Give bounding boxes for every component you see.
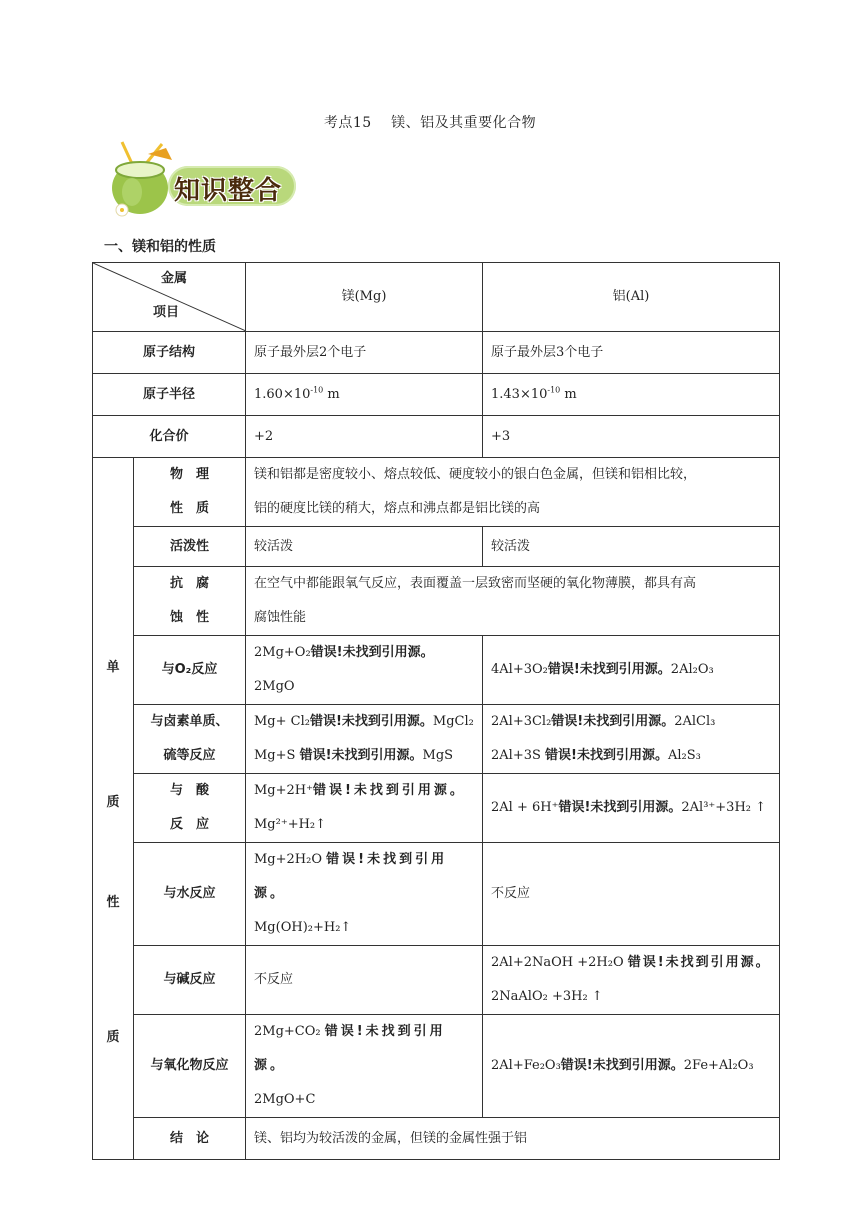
al-water-reaction: 不反应 [483, 843, 780, 946]
al-oxide-reaction [483, 1015, 780, 1118]
mg-radius-exp: -10 [310, 385, 324, 395]
equation-part: Mg+S [254, 748, 300, 763]
mg-atomic-structure: 原子最外层2个电子 [246, 332, 483, 374]
label-line: 与 酸 [169, 783, 209, 798]
table-row [93, 774, 780, 843]
text-line: 在空气中都能跟氧气反应，表面覆盖一层致密而坚硬的氧化物薄膜，都具有高 [254, 576, 697, 591]
mg-activity: 较活泼 [246, 527, 483, 567]
table-header-row [93, 263, 780, 332]
error-text: 错误!未找到引用源。 [309, 714, 433, 729]
corrosion-resistance [246, 567, 780, 636]
al-radius-base: 1.43×10 [491, 386, 548, 402]
equation-part: 2Al + 6H⁺ [491, 800, 559, 815]
group-char: 质 [106, 794, 120, 810]
al-alkali-reaction [483, 946, 780, 1015]
row-label-conclusion: 结 论 [134, 1118, 246, 1160]
mg-oxide-reaction [246, 1015, 483, 1118]
al-o2-reaction [483, 636, 780, 705]
mg-valence: +2 [246, 416, 483, 458]
equation-part: 2Al+2NaOH +2H₂O [491, 955, 628, 970]
equation-part: 2Al³⁺+3H₂ ↑ [681, 800, 767, 815]
col-header-al: 铝(Al) [483, 263, 780, 332]
al-atomic-radius [483, 374, 780, 416]
text-line: 镁和铝都是密度较小、熔点较低、硬度较小的银白色金属，但镁和铝相比较， [254, 467, 697, 482]
row-label-acid [134, 774, 246, 843]
col-header-mg: 镁(Mg) [246, 263, 483, 332]
error-text: 错误!未找到引用源。 [547, 662, 671, 677]
row-label-valence: 化合价 [93, 416, 246, 458]
group-char: 单 [106, 659, 120, 675]
table-row [93, 843, 780, 946]
equation-part: 2Al+3S [491, 748, 546, 763]
error-text: 错误!未找到引用源。 [299, 748, 423, 763]
table-row [93, 567, 780, 636]
properties-table [92, 262, 780, 1160]
table-row [93, 527, 780, 567]
label-line: 性 质 [169, 501, 209, 516]
equation-part: Al₂S₃ [667, 748, 701, 763]
error-text: 错误!未找到引用源。 [313, 783, 466, 798]
equation-part: 2Al₂O₃ [670, 662, 714, 677]
row-label-atomic-radius: 原子半径 [93, 374, 246, 416]
equation-part: 2AlCl₃ [674, 714, 716, 729]
row-label-activity: 活泼性 [134, 527, 246, 567]
equation-part: 2Mg+O₂ [254, 645, 311, 660]
row-label-alkali: 与碱反应 [134, 946, 246, 1015]
row-label-atomic-structure: 原子结构 [93, 332, 246, 374]
label-line: 硫等反应 [163, 748, 216, 763]
al-atomic-structure: 原子最外层3个电子 [483, 332, 780, 374]
mg-atomic-radius [246, 374, 483, 416]
table-row [93, 946, 780, 1015]
mg-water-reaction [246, 843, 483, 946]
error-text: 错误!未找到引用源。 [545, 748, 668, 763]
equation-part: 2MgO [254, 679, 295, 694]
equation-part: 2MgO+C [254, 1092, 316, 1107]
equation-part: Mg(OH)₂+H₂↑ [254, 920, 352, 935]
text-line: 腐蚀性能 [254, 610, 307, 625]
mg-radius-unit: m [323, 386, 340, 402]
row-label-halogen [134, 705, 246, 774]
equation-part: MgCl₂ [432, 714, 474, 729]
group-char: 性 [106, 894, 120, 910]
al-radius-exp: -10 [547, 385, 561, 395]
mg-radius-base: 1.60×10 [254, 386, 311, 402]
table-row [93, 1118, 780, 1160]
equation-part: MgS [422, 748, 454, 763]
mg-halogen-reaction [246, 705, 483, 774]
label-line: 与卤素单质、 [150, 714, 229, 729]
row-label-o2: 与O₂反应 [134, 636, 246, 705]
label-line: 物 理 [169, 467, 209, 482]
equation-part: 2Al+3Cl₂ [491, 714, 552, 729]
corner-top-label: 金属 [161, 271, 188, 286]
equation-part: 2Mg+CO₂ [254, 1024, 325, 1039]
al-activity: 较活泼 [483, 527, 780, 567]
error-text: 错误!未找到引用源。 [551, 714, 675, 729]
label-line: 抗 腐 [169, 576, 209, 591]
equation-part: Mg+2H₂O [254, 852, 327, 867]
error-text: 错误!未找到引用源。 [310, 645, 434, 660]
al-halogen-reaction [483, 705, 780, 774]
error-text: 错误!未找到引用源。 [254, 852, 448, 901]
equation-part: 4Al+3O₂ [491, 662, 548, 677]
physical-properties [246, 458, 780, 527]
table-row [93, 458, 780, 527]
al-acid-reaction [483, 774, 780, 843]
corner-bottom-label: 项目 [153, 305, 180, 320]
row-label-physical [134, 458, 246, 527]
equation-part: 2Al+Fe₂O₃ [491, 1058, 561, 1073]
label-line: 蚀 性 [169, 610, 209, 625]
table-row [93, 332, 780, 374]
conclusion-text: 镁、铝均为较活泼的金属，但镁的金属性强于铝 [246, 1118, 780, 1160]
table-row [93, 1015, 780, 1118]
error-text: 错误!未找到引用源。 [558, 800, 682, 815]
header-corner-cell [93, 263, 246, 332]
error-text: 错误!未找到引用源。 [560, 1058, 684, 1073]
equation-part: 2Fe+Al₂O₃ [683, 1058, 754, 1073]
group-char: 质 [106, 1029, 120, 1045]
table-row [93, 705, 780, 774]
table-row [93, 416, 780, 458]
al-radius-unit: m [560, 386, 577, 402]
table-row [93, 636, 780, 705]
equation-part: Mg+2H⁺ [254, 783, 313, 798]
equation-part: Mg+ Cl₂ [254, 714, 310, 729]
page-title: 考点15 镁、铝及其重要化合物 [323, 115, 537, 131]
al-valence: +3 [483, 416, 780, 458]
knowledge-banner [104, 140, 304, 220]
group-label-elemental-properties [93, 458, 134, 1160]
error-text: 错误!未找到引用源。 [627, 955, 771, 970]
mg-alkali-reaction: 不反应 [246, 946, 483, 1015]
row-label-corrosion [134, 567, 246, 636]
section-heading: 一、镁和铝的性质 [104, 239, 216, 255]
mg-o2-reaction [246, 636, 483, 705]
row-label-oxide: 与氧化物反应 [134, 1015, 246, 1118]
equation-part: Mg²⁺+H₂↑ [254, 817, 327, 832]
table-row [93, 374, 780, 416]
text-line: 铝的硬度比镁的稍大，熔点和沸点都是铝比镁的高 [254, 501, 541, 516]
error-text: 错误!未找到引用源。 [254, 1024, 446, 1073]
equation-part: 2NaAlO₂ +3H₂ ↑ [491, 989, 603, 1004]
label-line: 反 应 [169, 817, 209, 832]
banner-text: 知识整合 [174, 176, 283, 206]
row-label-water: 与水反应 [134, 843, 246, 946]
mg-acid-reaction [246, 774, 483, 843]
